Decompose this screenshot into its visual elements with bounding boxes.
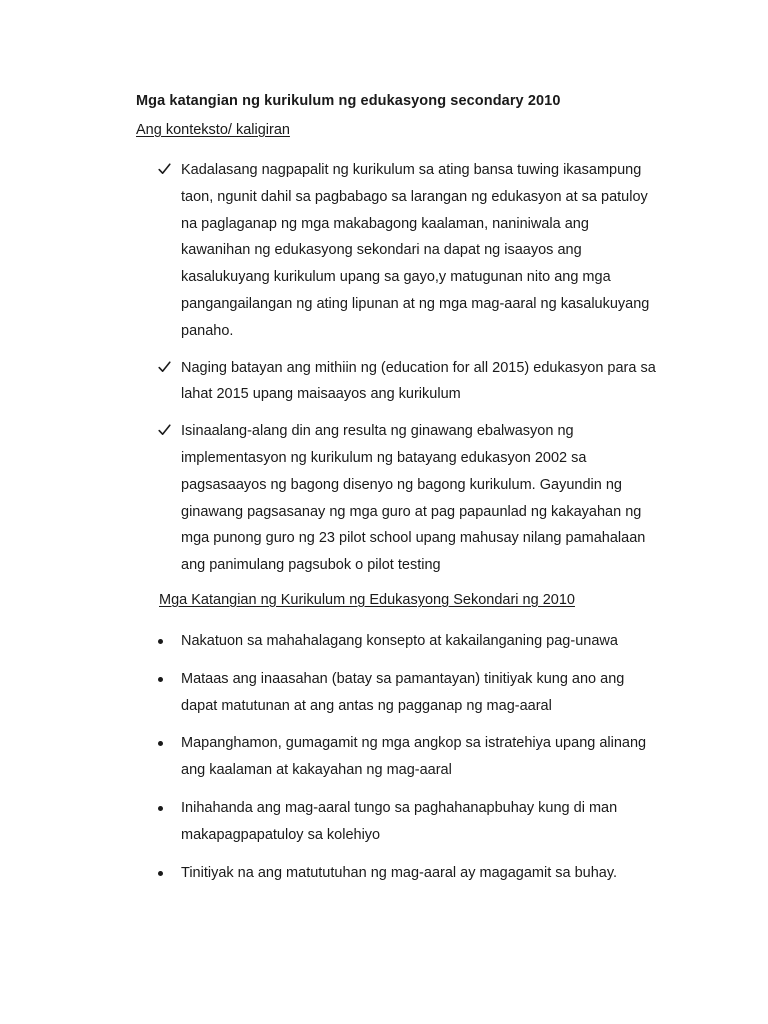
bullet-icon <box>158 677 163 682</box>
document-title: Mga katangian ng kurikulum ng edukasyong secondary 2010 <box>136 93 561 109</box>
list-item <box>0 730 681 784</box>
checkmark-icon <box>158 418 174 445</box>
bullet-list-katangian <box>0 628 681 886</box>
list-item <box>0 157 681 345</box>
list-item <box>0 418 681 579</box>
list-item <box>0 860 681 887</box>
text-line: pangangailangan ng ating lipunan at ng mga mag-aaral ng kasalukuyang <box>181 295 650 312</box>
text-line: lahat 2015 upang maisaayos ang kurikulum <box>181 386 461 403</box>
text-line: Mataas ang inaasahan (batay sa pamantayan) tinitiyak kung ano ang <box>181 670 625 687</box>
text-line: na paglaganap ng mga makabagong kaalaman, naniniwala ang <box>181 215 589 232</box>
text-line: dapat matutunan at ang antas ng pagganap ng mag-aaral <box>181 697 552 714</box>
section-heading-konteksto: Ang konteksto/ kaligiran <box>136 122 290 138</box>
text-line: pagsasaayos ng bagong disenyo ng bagong kurikulum. Gayundin ng <box>181 476 622 493</box>
text-line: mga punong guro ng 23 pilot school upang mahusay nilang pamahalaan <box>181 530 646 547</box>
text-line: implementasyon ng kurikulum ng batayang edukasyon 2002 sa <box>181 449 587 466</box>
text-line: ang kaalaman at kakayahan ng mag-aaral <box>181 762 452 779</box>
text-line: Isinaalang-alang din ang resulta ng ginawang ebalwasyon ng <box>181 423 574 440</box>
text-line: Inihahanda ang mag-aaral tungo sa paghahanapbuhay kung di man <box>181 799 618 816</box>
list-item <box>0 628 681 655</box>
text-line: ginawang pagsasanay ng mga guro at pag papaunlad ng kakayahan ng <box>181 503 642 520</box>
text-line: Nakatuon sa mahahalagang konsepto at kakailanganing pag-unawa <box>181 633 618 649</box>
text-line: panaho. <box>181 322 234 339</box>
text-line: kawanihan ng edukasyong sekondari na dapat ng isaayos ang <box>181 242 582 259</box>
bullet-icon <box>158 806 163 811</box>
text-line: makapagpapatuloy sa kolehiyo <box>181 826 381 843</box>
checklist-konteksto <box>0 157 681 579</box>
list-item <box>0 355 681 409</box>
text-line: Tinitiyak na ang matututuhan ng mag-aaral ay magagamit sa buhay. <box>181 864 618 881</box>
text-line: taon, ngunit dahil sa pagbabago sa larangan ng edukasyon at sa patuloy <box>181 188 648 205</box>
bullet-icon <box>158 871 163 876</box>
list-item <box>0 666 681 720</box>
section-heading-katangian: Mga Katangian ng Kurikulum ng Edukasyong Sekondari ng 2010 <box>159 592 575 608</box>
text-line: kasalukuyang kurikulum upang sa gayo,y matugunan nito ang mga <box>181 269 611 286</box>
bullet-icon <box>158 741 163 746</box>
text-line: Kadalasang nagpapalit ng kurikulum sa ating bansa tuwing ikasampung <box>181 162 642 178</box>
text-line: Naging batayan ang mithiin ng (education for all 2015) edukasyon para sa <box>181 359 656 376</box>
text-line: ang panimulang pagsubok o pilot testing <box>181 557 441 574</box>
checkmark-icon <box>158 157 174 184</box>
checkmark-icon <box>158 355 174 382</box>
bullet-icon <box>158 639 163 644</box>
list-item <box>0 795 681 849</box>
text-line: Mapanghamon, gumagamit ng mga angkop sa istratehiya upang alinang <box>181 735 647 752</box>
